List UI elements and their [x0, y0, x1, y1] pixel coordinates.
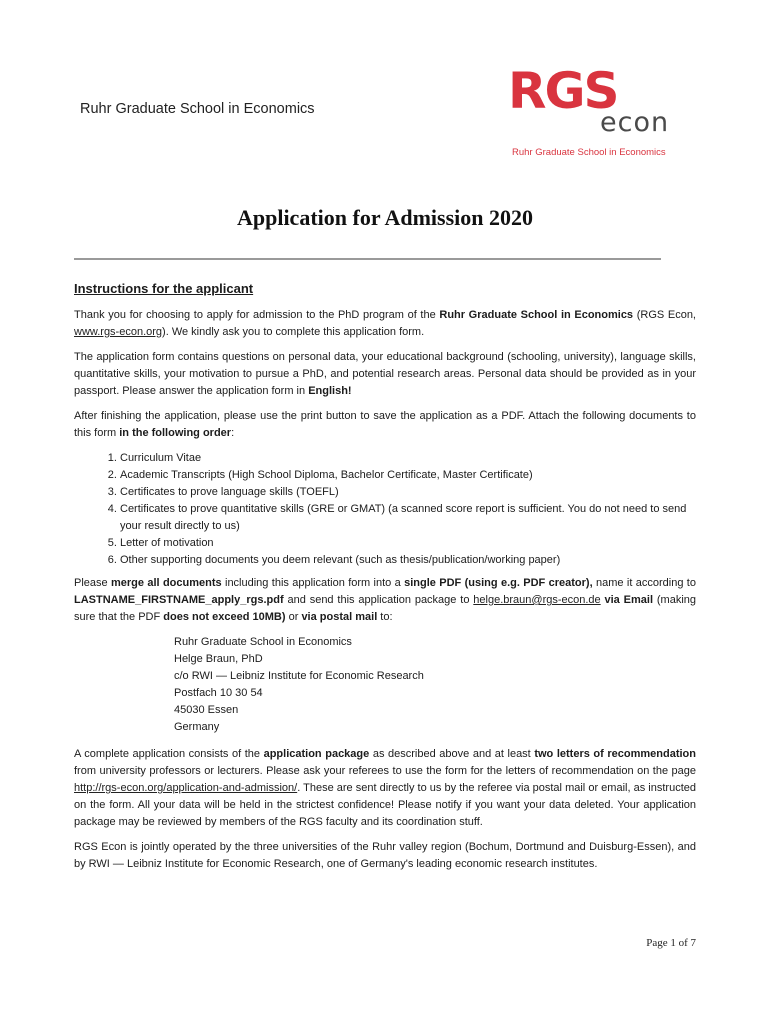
- list-item: 4. Certificates to prove quantitative skills (GRE or GMAT) (a scanned score report is sufficient. You do not need to send your result directly to us): [120, 501, 696, 535]
- list-item: 5. Letter of motivation: [120, 535, 696, 552]
- contact-email-link[interactable]: helge.braun@rgs-econ.de: [473, 594, 601, 606]
- rgs-logo-letters: RGS: [508, 62, 618, 114]
- address-line: Postfach 10 30 54: [174, 687, 263, 699]
- school-name: Ruhr Graduate School in Economics: [80, 101, 315, 117]
- address-line: Germany: [174, 721, 220, 733]
- address-line: Ruhr Graduate School in Economics: [174, 636, 352, 648]
- rgs-website-link[interactable]: www.rgs-econ.org: [74, 326, 163, 338]
- postal-address: [174, 634, 696, 736]
- title-divider: [74, 258, 661, 260]
- operators-paragraph: RGS Econ is jointly operated by the three universities of the Ruhr valley region (Bochum, Dortmund and Duisburg-Essen), and by RWI — Leibniz Institute for Economic Research, one of Germany's leading economic research institutes.: [74, 841, 696, 870]
- rgs-econ-logo: [508, 62, 678, 162]
- list-item: 2. Academic Transcripts (High School Diploma, Bachelor Certificate, Master Certificate): [120, 467, 696, 484]
- instructions-heading: Instructions for the applicant: [74, 281, 254, 296]
- logo-subtitle: Ruhr Graduate School in Economics: [512, 147, 666, 158]
- list-item: 1. Curriculum Vitae: [120, 450, 696, 467]
- page-number: Page 1 of 7: [646, 937, 696, 949]
- address-line: Helge Braun, PhD: [174, 653, 263, 665]
- recommendation-paragraph: A complete application consists of the application package as described above and at least two letters of recommendation from university professors or lecturers. Please ask your referees to use the form for the letters of recommendation on the page http://rgs-econ.org/application-and-admission/. These are sent directly to us by the referee via postal mail or email, as instructed on the form. All your data will be held in the strictest confidence! Please notify if you want your data deleted. Your application package may be reviewed by members of the RGS faculty and its coordination stuff.: [74, 748, 696, 828]
- documents-list: [74, 450, 696, 569]
- admission-page-link[interactable]: http://rgs-econ.org/application-and-admission/: [74, 782, 298, 794]
- instructions-section: [74, 280, 696, 881]
- logo-econ-text: econ: [600, 107, 670, 138]
- intro-paragraph: Thank you for choosing to apply for admission to the PhD program of the Ruhr Graduate School in Economics (RGS Econ, www.rgs-econ.org). We kindly ask you to complete this application form.: [74, 309, 696, 338]
- list-item: 6. Other supporting documents you deem relevant (such as thesis/publication/working paper): [120, 552, 696, 569]
- address-line: c/o RWI — Leibniz Institute for Economic Research: [174, 670, 424, 682]
- form-contents-paragraph: The application form contains questions on personal data, your educational background (schooling, university), language skills, quantitative skills, your motivation to pursue a PhD, and potential research areas. Personal data should be provided as in your passport. Please answer the application form in English!: [74, 351, 696, 397]
- attachments-paragraph: After finishing the application, please use the print button to save the application as a PDF. Attach the following documents to this form in the following order:: [74, 410, 696, 439]
- submission-paragraph: Please merge all documents including this application form into a single PDF (using e.g. PDF creator), name it according to LASTNAME_FIRSTNAME_apply_rgs.pdf and send this application package to helge.braun@rgs-econ.de via Email (making sure that the PDF does not exceed 10MB) or via postal mail to:: [74, 577, 696, 623]
- list-item: 3. Certificates to prove language skills (TOEFL): [120, 484, 696, 501]
- address-line: 45030 Essen: [174, 704, 239, 716]
- page-title: Application for Admission 2020: [236, 205, 534, 230]
